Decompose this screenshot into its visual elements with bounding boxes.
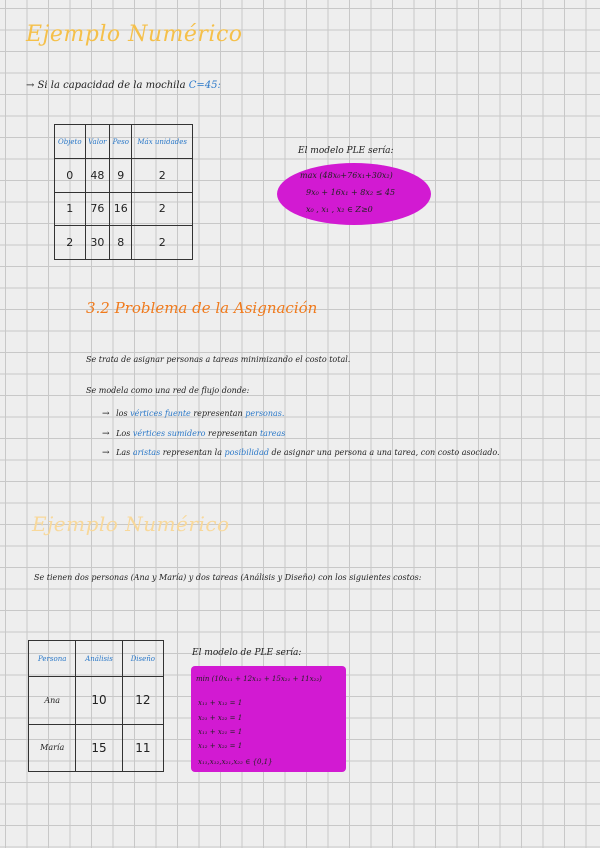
table-cell: 16: [110, 192, 132, 226]
bullet-item: [102, 429, 285, 439]
table-cell: 12: [122, 677, 163, 725]
table-header: Diseño: [122, 641, 163, 677]
table-cell: 0: [55, 159, 86, 193]
model2-objective: min (10x₁₁ + 12x₁₂ + 15x₂₁ + 11x₂₂): [196, 675, 322, 683]
paragraph: Se tienen dos personas (Ana y María) y dos tareas (Análisis y Diseño) con los siguientes costos:: [34, 573, 422, 582]
table-header: Valor: [85, 125, 110, 159]
section-title: 3.2 Problema de la Asignación: [86, 299, 318, 317]
table-header: Máx unidades: [132, 125, 193, 159]
table-header: Análisis: [76, 641, 122, 677]
model1-line: max (48x₀+76x₁+30x₂): [300, 171, 393, 180]
table-header: Objeto: [55, 125, 86, 159]
table-cell: 15: [76, 724, 122, 772]
bullet-keyword: posibilidad: [224, 448, 269, 457]
capacity-prefix: → Si la capacidad de la mochila: [26, 80, 186, 91]
page-title: Ejemplo Numérico: [26, 22, 243, 47]
bullet-keyword: personas.: [245, 409, 285, 418]
example-title: Ejemplo Numérico: [32, 512, 230, 536]
bullet-text: de asignar una persona a una tarea, con costo asociado.: [271, 448, 500, 457]
table-cell: 48: [85, 159, 110, 193]
table-row: [29, 724, 164, 772]
arrow-icon: →: [102, 409, 110, 419]
arrow-icon: →: [102, 429, 110, 439]
capacity-line: [26, 80, 221, 91]
table-cell: María: [29, 724, 76, 772]
table-cell: 2: [132, 192, 193, 226]
table-row: [55, 192, 193, 226]
model1-line: 9x₀ + 16x₁ + 8x₂ ≤ 45: [306, 188, 396, 197]
table-cell: 76: [85, 192, 110, 226]
paragraph: Se modela como una red de flujo donde:: [86, 386, 250, 395]
bullet-text: representan la: [162, 448, 222, 457]
table-cell: 2: [132, 159, 193, 193]
model2-label: El modelo de PLE sería:: [192, 648, 302, 658]
model2-line: x₁₂ + x₂₂ = 1: [198, 742, 243, 750]
table-cell: 2: [55, 226, 86, 260]
table-cell: 9: [110, 159, 132, 193]
cost-table: [28, 640, 164, 772]
bullet-keyword: tareas: [259, 429, 286, 438]
table-cell: Ana: [29, 677, 76, 725]
bullet-text: Los: [116, 429, 131, 438]
table-header: Persona: [29, 641, 76, 677]
model2-line: x₁₁,x₁₂,x₂₁,x₂₂ ∈ {0,1}: [198, 758, 273, 766]
table-cell: 30: [85, 226, 110, 260]
table-header: Peso: [110, 125, 132, 159]
table-cell: 11: [122, 724, 163, 772]
bullet-text: representan: [208, 429, 258, 438]
bullet-text: los: [116, 409, 128, 418]
table-cell: 2: [132, 226, 193, 260]
table-cell: 8: [110, 226, 132, 260]
capacity-value: C=45:: [188, 80, 221, 91]
bullet-text: Las: [116, 448, 131, 457]
paragraph: Se trata de asignar personas a tareas minimizando el costo total.: [86, 355, 351, 364]
table-cell: 10: [76, 677, 122, 725]
model2-line: x₁₁ + x₂₁ = 1: [198, 728, 243, 736]
table-row: [29, 677, 164, 725]
model2-line: x₁₁ + x₁₂ = 1: [198, 699, 243, 707]
bullet-keyword: vértices sumidero: [132, 429, 206, 438]
table-row: [55, 159, 193, 193]
bullet-item: [102, 409, 284, 419]
table-cell: 1: [55, 192, 86, 226]
model1-label: El modelo PLE sería:: [298, 146, 394, 156]
bullet-keyword: aristas: [132, 448, 161, 457]
model2-line: x₂₁ + x₂₂ = 1: [198, 714, 243, 722]
table-row: [55, 226, 193, 260]
bullet-text: representan: [193, 409, 243, 418]
bullet-keyword: vértices fuente: [130, 409, 191, 418]
arrow-icon: →: [102, 448, 110, 458]
bullet-item: [102, 448, 500, 458]
model1-line: x₀ , x₁ , x₂ ∈ Z≥0: [306, 205, 373, 214]
knapsack-table: [54, 124, 193, 260]
